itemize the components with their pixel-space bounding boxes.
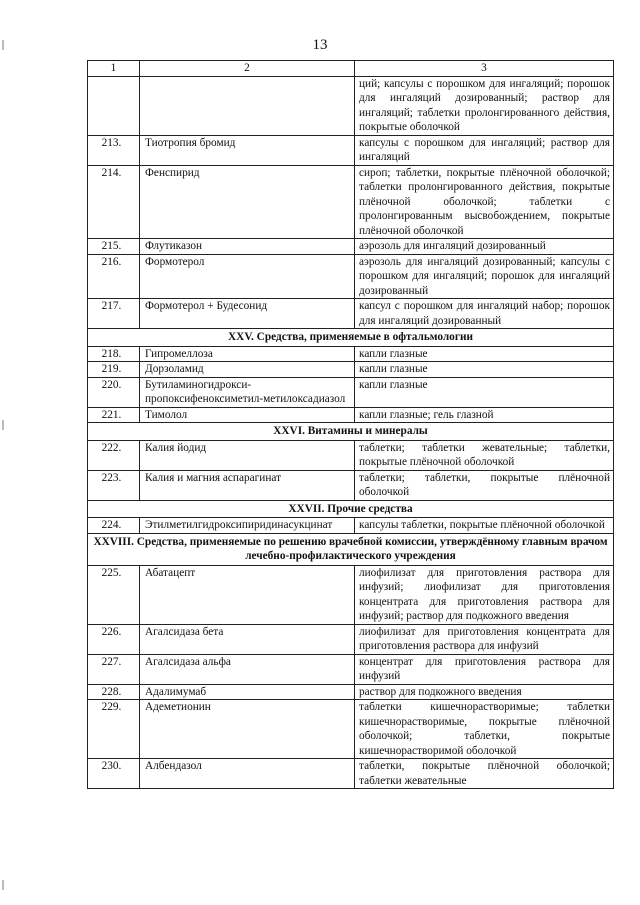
row-number-cell: 224. bbox=[88, 518, 140, 534]
dosage-form-cell: капли глазные; гель глазной bbox=[355, 407, 614, 423]
drug-name-cell: Дорзоламид bbox=[140, 362, 355, 378]
table-row bbox=[88, 362, 614, 378]
dosage-form-cell: раствор для подкожного введения bbox=[355, 684, 614, 700]
scan-margin-mark bbox=[2, 880, 4, 890]
row-number-cell: 222. bbox=[88, 440, 140, 470]
row-number-cell: 214. bbox=[88, 165, 140, 239]
column-number-3: 3 bbox=[355, 61, 614, 77]
drug-name-cell bbox=[140, 76, 355, 135]
table-row bbox=[88, 135, 614, 165]
drug-name-cell: Бутиламиногидрокси-пропоксифеноксиметил-метилоксадиазол bbox=[140, 377, 355, 407]
row-number-cell: 229. bbox=[88, 700, 140, 759]
scan-margin-mark bbox=[2, 40, 4, 50]
row-number-cell: 221. bbox=[88, 407, 140, 423]
row-number-cell: 218. bbox=[88, 346, 140, 362]
row-number-cell: 216. bbox=[88, 254, 140, 299]
dosage-form-cell: лиофилизат для приготовления концентрата для приготовления раствора для инфузий bbox=[355, 624, 614, 654]
row-number-cell: 227. bbox=[88, 654, 140, 684]
section-header-row bbox=[88, 500, 614, 518]
table-row bbox=[88, 165, 614, 239]
drug-name-cell: Этилметилгидроксипиридинасукцинат bbox=[140, 518, 355, 534]
row-number-cell: 219. bbox=[88, 362, 140, 378]
drug-list-table-wrapper bbox=[87, 60, 613, 789]
table-row bbox=[88, 346, 614, 362]
drug-list-table-body bbox=[88, 61, 614, 789]
row-number-cell: 226. bbox=[88, 624, 140, 654]
table-row bbox=[88, 239, 614, 255]
dosage-form-cell: капсулы таблетки, покрытые плёночной оболочкой bbox=[355, 518, 614, 534]
dosage-form-cell: капли глазные bbox=[355, 362, 614, 378]
table-row bbox=[88, 518, 614, 534]
dosage-form-cell: таблетки, покрытые плёночной оболочкой; таблетки жевательные bbox=[355, 759, 614, 789]
section-title: XXVII. Прочие средства bbox=[88, 500, 614, 518]
table-row bbox=[88, 254, 614, 299]
section-title: XXVI. Витамины и минералы bbox=[88, 423, 614, 441]
row-number-cell: 213. bbox=[88, 135, 140, 165]
drug-name-cell: Абатацепт bbox=[140, 565, 355, 624]
table-row bbox=[88, 407, 614, 423]
table-row bbox=[88, 440, 614, 470]
drug-name-cell: Тимолол bbox=[140, 407, 355, 423]
dosage-form-cell: таблетки кишечнорастворимые; таблетки кишечнорастворимые, покрытые плёночной оболочкой; таблетки, покрытые кишечнорастворимой оболочкой bbox=[355, 700, 614, 759]
section-title: XXV. Средства, применяемые в офтальмологии bbox=[88, 329, 614, 347]
dosage-form-cell: капсулы с порошком для ингаляций; раствор для ингаляций bbox=[355, 135, 614, 165]
drug-name-cell: Адалимумаб bbox=[140, 684, 355, 700]
drug-name-cell: Тиотропия бромид bbox=[140, 135, 355, 165]
dosage-form-cell: концентрат для приготовления раствора для инфузий bbox=[355, 654, 614, 684]
row-number-cell: 220. bbox=[88, 377, 140, 407]
row-number-cell: 225. bbox=[88, 565, 140, 624]
drug-name-cell: Албендазол bbox=[140, 759, 355, 789]
drug-name-cell: Формотерол + Будесонид bbox=[140, 299, 355, 329]
drug-name-cell: Агалсидаза бета bbox=[140, 624, 355, 654]
table-row bbox=[88, 684, 614, 700]
dosage-form-cell: лиофилизат для приготовления раствора для инфузий; лиофилизат для приготовления концентрата для приготовления раствора для инфузий; раствор для подкожного введения bbox=[355, 565, 614, 624]
drug-name-cell: Калия йодид bbox=[140, 440, 355, 470]
section-header-row bbox=[88, 423, 614, 441]
drug-name-cell: Агалсидаза альфа bbox=[140, 654, 355, 684]
table-row bbox=[88, 759, 614, 789]
table-row bbox=[88, 654, 614, 684]
dosage-form-cell: аэрозоль для ингаляций дозированный; капсулы с порошком для ингаляций; порошок для ингаляций дозированный bbox=[355, 254, 614, 299]
dosage-form-cell: таблетки; таблетки жевательные; таблетки, покрытые плёночной оболочкой bbox=[355, 440, 614, 470]
dosage-form-cell: сироп; таблетки, покрытые плёночной оболочкой; таблетки пролонгированного действия, покрытые плёночной оболочкой; таблетки с пролонгированным высвобождением, покрытые плёночной оболочкой bbox=[355, 165, 614, 239]
drug-name-cell: Флутиказон bbox=[140, 239, 355, 255]
scan-margin-mark bbox=[2, 420, 4, 430]
row-number-cell: 230. bbox=[88, 759, 140, 789]
row-number-cell: 223. bbox=[88, 470, 140, 500]
table-row bbox=[88, 76, 614, 135]
table-row bbox=[88, 377, 614, 407]
drug-name-cell: Калия и магния аспарагинат bbox=[140, 470, 355, 500]
dosage-form-cell: аэрозоль для ингаляций дозированный bbox=[355, 239, 614, 255]
dosage-form-cell: таблетки; таблетки, покрытые плёночной оболочкой bbox=[355, 470, 614, 500]
table-row bbox=[88, 470, 614, 500]
dosage-form-cell: капли глазные bbox=[355, 346, 614, 362]
column-number-2: 2 bbox=[140, 61, 355, 77]
section-title: XXVIII. Средства, применяемые по решению врачебной комиссии, утверждённому главным врачом лечебно-профилактического учреждения bbox=[88, 533, 614, 565]
dosage-form-cell: капли глазные bbox=[355, 377, 614, 407]
table-row bbox=[88, 299, 614, 329]
column-number-row bbox=[88, 61, 614, 77]
dosage-form-cell: капсул с порошком для ингаляций набор; порошок для ингаляций дозированный bbox=[355, 299, 614, 329]
table-row bbox=[88, 624, 614, 654]
row-number-cell: 217. bbox=[88, 299, 140, 329]
page-number: 13 bbox=[312, 37, 328, 53]
section-header-row bbox=[88, 533, 614, 565]
drug-name-cell: Формотерол bbox=[140, 254, 355, 299]
section-header-row bbox=[88, 329, 614, 347]
drug-list-table bbox=[87, 60, 614, 789]
dosage-form-cell: ций; капсулы с порошком для ингаляций; порошок для ингаляций дозированный; раствор для ингаляций; таблетки пролонгированного действия, покрытые оболочкой bbox=[355, 76, 614, 135]
row-number-cell: 228. bbox=[88, 684, 140, 700]
row-number-cell: 215. bbox=[88, 239, 140, 255]
row-number-cell bbox=[88, 76, 140, 135]
drug-name-cell: Адеметионин bbox=[140, 700, 355, 759]
table-row bbox=[88, 565, 614, 624]
column-number-1: 1 bbox=[88, 61, 140, 77]
drug-name-cell: Фенспирид bbox=[140, 165, 355, 239]
table-row bbox=[88, 700, 614, 759]
drug-name-cell: Гипромеллоза bbox=[140, 346, 355, 362]
